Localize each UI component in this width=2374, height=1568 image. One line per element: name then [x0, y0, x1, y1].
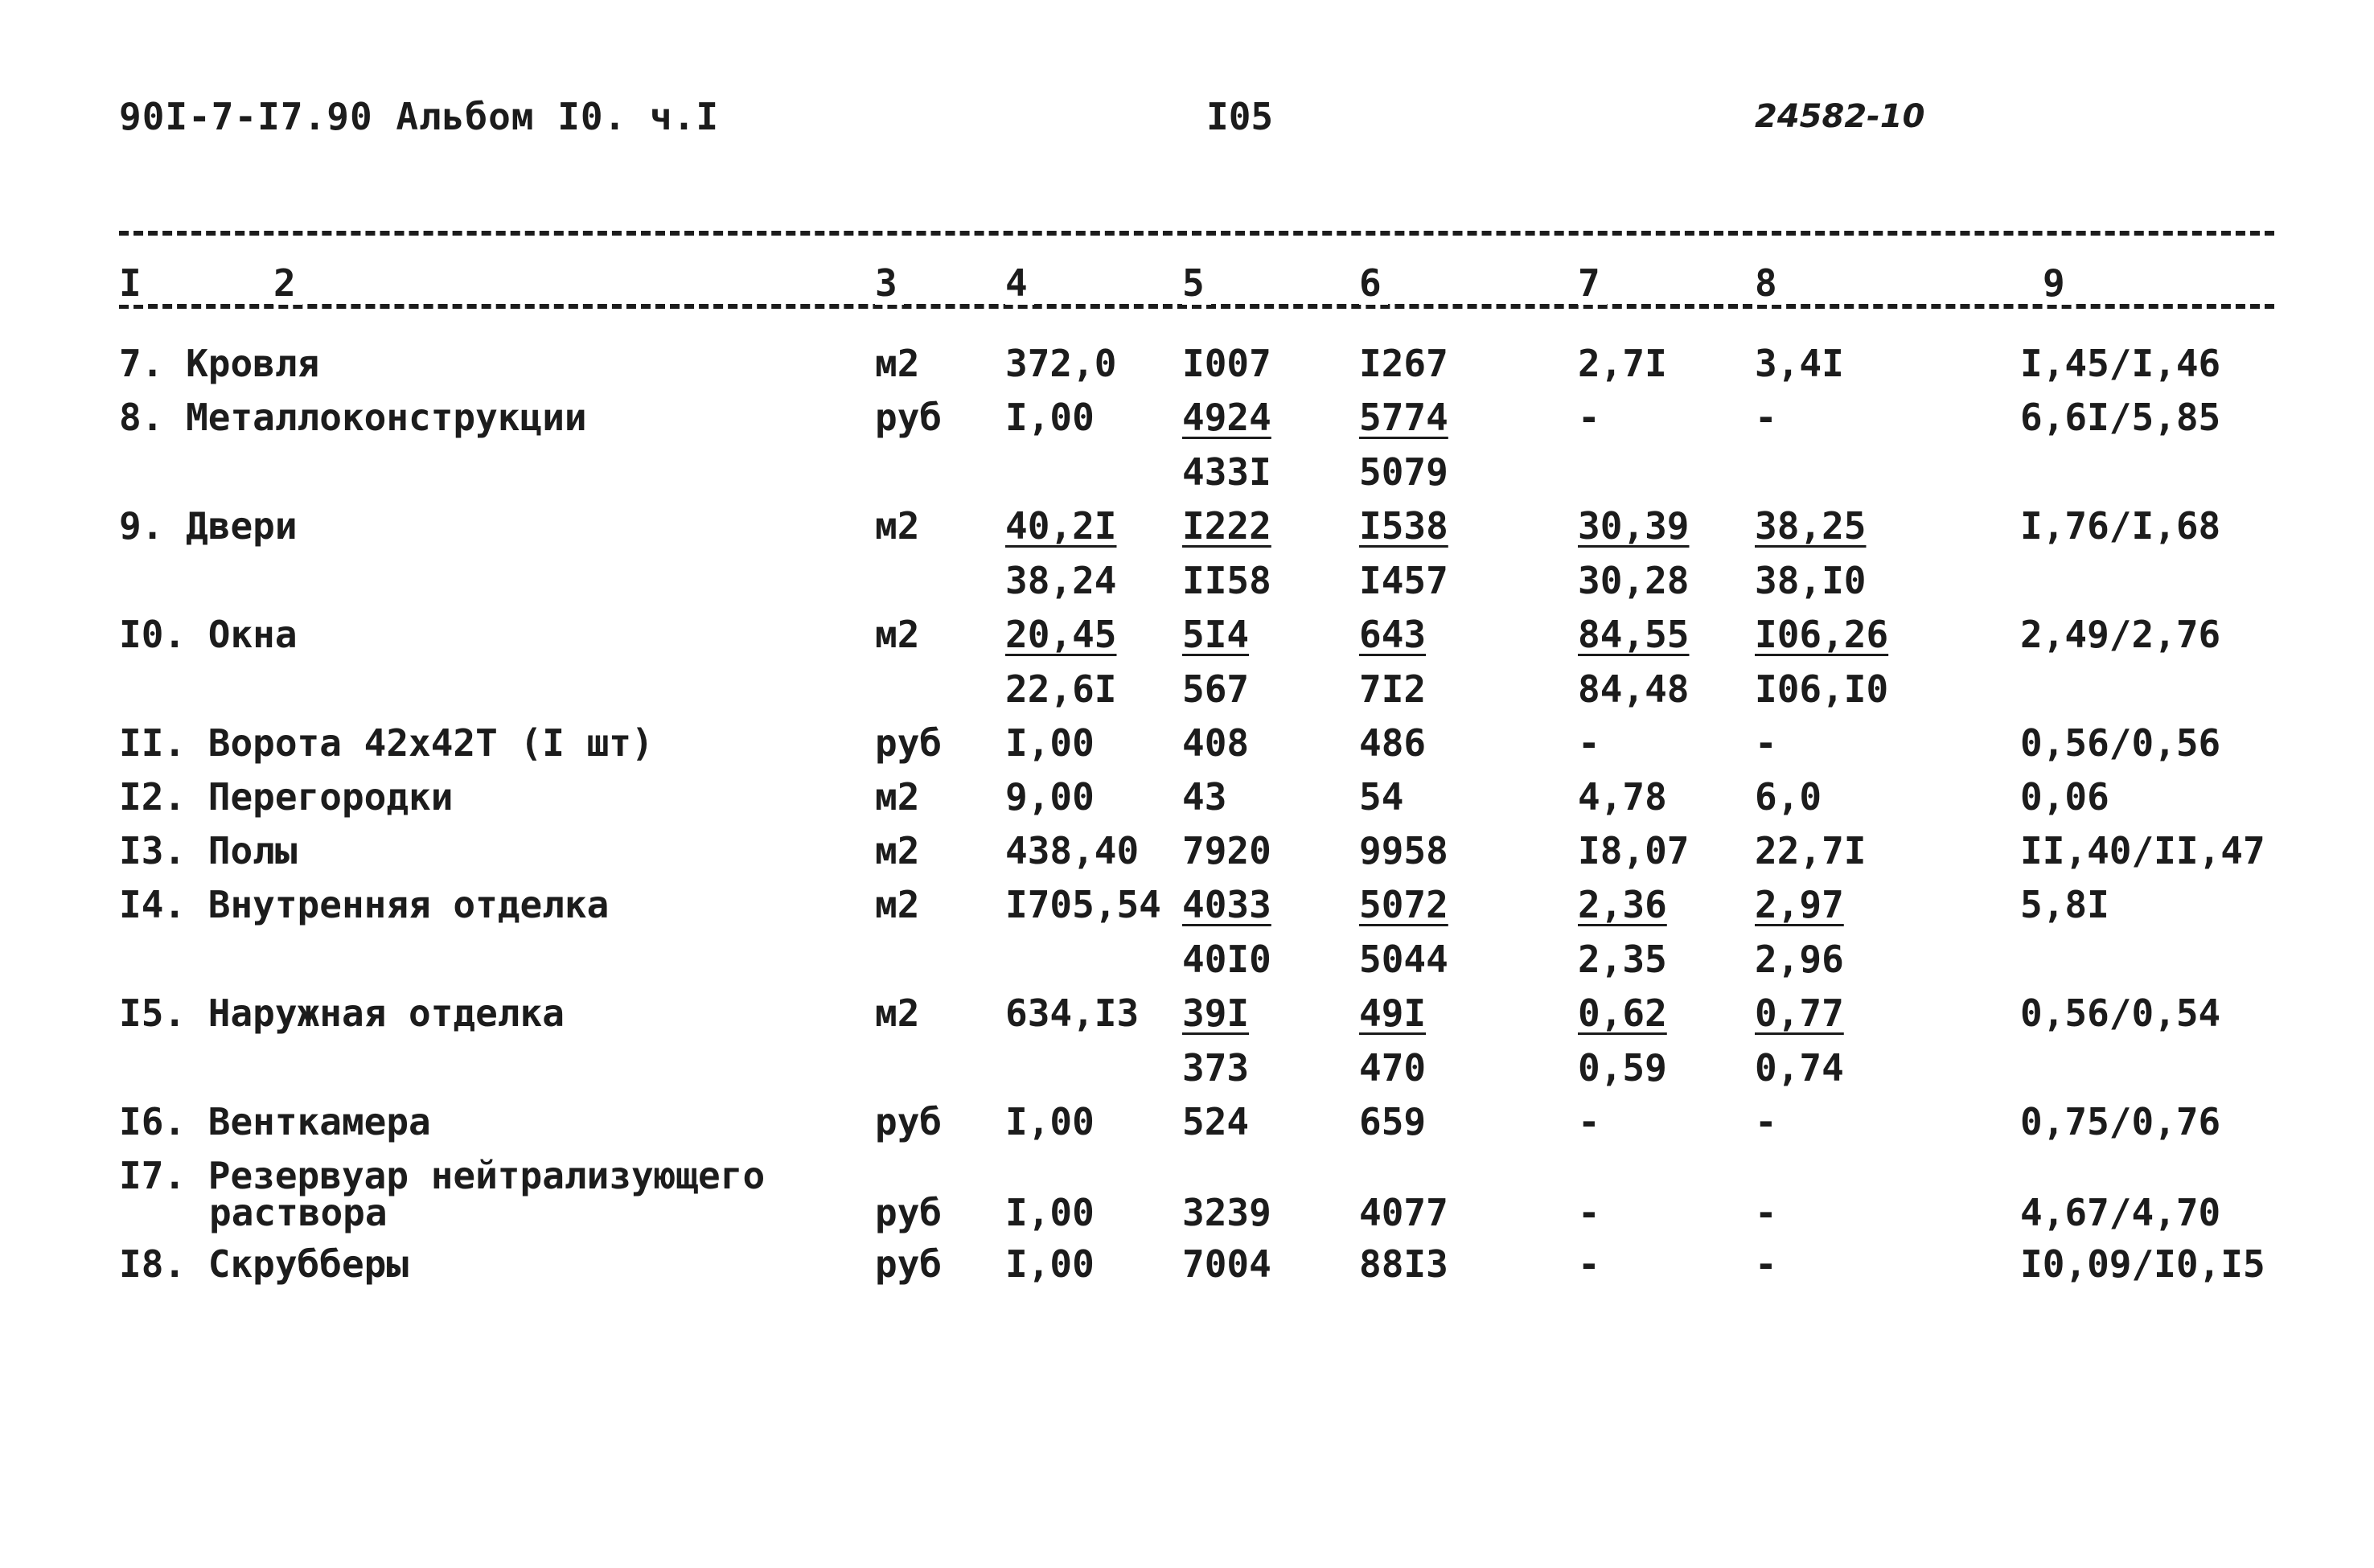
- numerator-value: 2,97: [1755, 883, 1844, 926]
- denominator-value: 2,35: [1578, 938, 1667, 981]
- row-name-text: I7. Резервуар нейтрализующего: [119, 1154, 766, 1197]
- row-name: [119, 390, 587, 445]
- row-name-text: I5. Наружная отделка: [119, 991, 565, 1035]
- value-cell-c7: 2,7I: [1578, 342, 1667, 385]
- fraction-cell-c7: [1578, 499, 1689, 608]
- value-cell-c8: 6,0: [1755, 775, 1822, 819]
- fraction-cell-c8: [1755, 607, 1888, 716]
- unit-cell: м2: [875, 775, 920, 819]
- row-name: [119, 1148, 765, 1240]
- value-cell-c5: 524: [1182, 1100, 1250, 1143]
- value-cell-c4: I,00: [1005, 1242, 1095, 1286]
- value-cell-c8: 3,4I: [1755, 342, 1844, 385]
- denominator-value: 38,24: [1005, 559, 1117, 602]
- denominator-value: 433I: [1182, 450, 1271, 494]
- value-cell-c5: 408: [1182, 721, 1250, 765]
- numerator-value: 0,62: [1578, 991, 1667, 1035]
- value-cell-c8: -: [1755, 1100, 1777, 1143]
- value-cell-c6: 9958: [1359, 829, 1448, 872]
- row-name-text: I8. Скрубберы: [119, 1242, 409, 1286]
- row-name-continuation: раствора: [209, 1191, 388, 1234]
- unit-cell: руб: [875, 1191, 943, 1234]
- value-cell-c4: 438,40: [1005, 829, 1140, 872]
- value-cell-c9: 0,56/0,54: [2020, 991, 2221, 1035]
- column-number-6: 6: [1359, 261, 1388, 305]
- value-cell-c4: 634,I3: [1005, 991, 1140, 1035]
- fraction-cell-c6: [1359, 877, 1448, 987]
- numerator-value: I222: [1182, 504, 1271, 548]
- value-cell-c9: 0,56/0,56: [2020, 721, 2221, 765]
- value-cell-c6: I267: [1359, 342, 1448, 385]
- denominator-value: I06,I0: [1755, 667, 1889, 711]
- denominator-value: 0,74: [1755, 1046, 1844, 1090]
- column-number-9: 9: [2043, 261, 2072, 305]
- fraction-cell-c7: [1578, 607, 1689, 716]
- row-name: [119, 986, 565, 1041]
- fraction-cell-c6: [1359, 607, 1426, 716]
- value-cell-c9: I,45/I,46: [2020, 342, 2221, 385]
- numerator-value: 30,39: [1578, 504, 1690, 548]
- column-number-row: [0, 261, 2374, 310]
- row-name: [119, 1237, 409, 1291]
- row-name: [119, 823, 298, 878]
- fraction-cell-c7: [1578, 986, 1667, 1095]
- numerator-value: 0,77: [1755, 991, 1844, 1035]
- denominator-value: 373: [1182, 1046, 1250, 1090]
- numerator-value: 20,45: [1005, 613, 1117, 656]
- value-cell-c8: -: [1755, 396, 1777, 439]
- numerator-value: 5I4: [1182, 613, 1250, 656]
- value-cell-c6: 54: [1359, 775, 1404, 819]
- value-cell-c5: 7004: [1182, 1242, 1271, 1286]
- value-cell-c4: 9,00: [1005, 775, 1095, 819]
- value-cell-c9: 6,6I/5,85: [2020, 396, 2221, 439]
- value-cell-c6: 486: [1359, 721, 1427, 765]
- denominator-value: I457: [1359, 559, 1448, 602]
- row-name: [119, 1094, 431, 1149]
- denominator-value: 0,59: [1578, 1046, 1667, 1090]
- denominator-value: 7I2: [1359, 667, 1427, 711]
- numerator-value: 4924: [1182, 396, 1271, 439]
- fraction-cell-c8: [1755, 986, 1844, 1095]
- numerator-value: 5774: [1359, 396, 1448, 439]
- denominator-value: 38,I0: [1755, 559, 1867, 602]
- value-cell-c4: I,00: [1005, 396, 1095, 439]
- denominator-value: 2,96: [1755, 938, 1844, 981]
- row-name: [119, 499, 298, 553]
- numerator-value: 84,55: [1578, 613, 1690, 656]
- value-cell-c9: 4,67/4,70: [2020, 1191, 2221, 1234]
- column-number-8: 8: [1755, 261, 1784, 305]
- value-cell-c6: 4077: [1359, 1191, 1448, 1234]
- numerator-value: 40,2I: [1005, 504, 1117, 548]
- column-number-5: 5: [1182, 261, 1211, 305]
- fraction-cell-c5: [1182, 499, 1271, 608]
- numerator-value: 39I: [1182, 991, 1250, 1035]
- denominator-value: 567: [1182, 667, 1250, 711]
- value-cell-c9: I,76/I,68: [2020, 504, 2221, 548]
- unit-cell: руб: [875, 1242, 943, 1286]
- value-cell-c4: I,00: [1005, 1191, 1095, 1234]
- numerator-value: 5072: [1359, 883, 1448, 926]
- value-cell-c9: II,40/II,47: [2020, 829, 2265, 872]
- row-name-text: I6. Венткамера: [119, 1100, 431, 1143]
- document-code: 90I-7-I7.90 Альбом I0. ч.I: [119, 95, 720, 138]
- value-cell-c7: -: [1578, 1242, 1600, 1286]
- row-name: [119, 607, 298, 662]
- row-name-text: II. Ворота 42х42Т (I шт): [119, 721, 654, 765]
- value-cell-c6: 88I3: [1359, 1242, 1448, 1286]
- column-number-7: 7: [1578, 261, 1607, 305]
- row-name-text: 7. Кровля: [119, 342, 320, 385]
- row-name: [119, 336, 319, 391]
- denominator-value: II58: [1182, 559, 1271, 602]
- page-header: [0, 95, 2374, 151]
- value-cell-c6: 659: [1359, 1100, 1427, 1143]
- row-name: [119, 716, 654, 770]
- column-number-3: 3: [875, 261, 904, 305]
- fraction-cell-c4: [1005, 607, 1116, 716]
- table-top-rule: [119, 231, 2274, 236]
- value-cell-c8: 22,7I: [1755, 829, 1867, 872]
- denominator-value: 5044: [1359, 938, 1448, 981]
- unit-cell: м2: [875, 829, 920, 872]
- unit-cell: руб: [875, 1100, 943, 1143]
- denominator-value: 22,6I: [1005, 667, 1117, 711]
- denominator-value: 84,48: [1578, 667, 1690, 711]
- denominator-value: 30,28: [1578, 559, 1690, 602]
- value-cell-c4: 372,0: [1005, 342, 1117, 385]
- fraction-cell-c5: [1182, 607, 1249, 716]
- fraction-cell-c8: [1755, 877, 1844, 987]
- row-name-text: 8. Металлоконструкции: [119, 396, 587, 439]
- row-name-text: I3. Полы: [119, 829, 298, 872]
- value-cell-c4: I,00: [1005, 1100, 1095, 1143]
- row-name-text: I0. Окна: [119, 613, 298, 656]
- value-cell-c8: -: [1755, 1191, 1777, 1234]
- value-cell-c4: I,00: [1005, 721, 1095, 765]
- reference-number: 24582-10: [1755, 98, 1925, 135]
- value-cell-c9: 5,8I: [2020, 883, 2109, 926]
- fraction-cell-c5: [1182, 986, 1249, 1095]
- value-cell-c7: -: [1578, 721, 1600, 765]
- fraction-cell-c5: [1182, 390, 1271, 499]
- value-cell-c8: -: [1755, 721, 1777, 765]
- value-cell-c9: 2,49/2,76: [2020, 613, 2221, 656]
- unit-cell: руб: [875, 721, 943, 765]
- unit-cell: м2: [875, 613, 920, 656]
- fraction-cell-c6: [1359, 499, 1448, 608]
- page-number: I05: [1206, 95, 1274, 138]
- numerator-value: 643: [1359, 613, 1427, 656]
- numerator-value: I538: [1359, 504, 1448, 548]
- row-name-text: I4. Внутренняя отделка: [119, 883, 610, 926]
- value-cell-c7: I8,07: [1578, 829, 1690, 872]
- fraction-cell-c8: [1755, 499, 1866, 608]
- value-cell-c5: 3239: [1182, 1191, 1271, 1234]
- row-name-text: I2. Перегородки: [119, 775, 454, 819]
- value-cell-c5: I007: [1182, 342, 1271, 385]
- denominator-value: 470: [1359, 1046, 1427, 1090]
- value-cell-c9: 0,75/0,76: [2020, 1100, 2221, 1143]
- fraction-cell-c6: [1359, 986, 1426, 1095]
- numerator-value: 2,36: [1578, 883, 1667, 926]
- row-name: [119, 770, 453, 824]
- value-cell-c7: -: [1578, 396, 1600, 439]
- unit-cell: м2: [875, 342, 920, 385]
- column-number-1: I: [119, 261, 148, 305]
- value-cell-c4: I705,54: [1005, 883, 1161, 926]
- column-number-2: 2: [273, 261, 302, 305]
- unit-cell: м2: [875, 991, 920, 1035]
- value-cell-c9: 0,06: [2020, 775, 2109, 819]
- value-cell-c5: 7920: [1182, 829, 1271, 872]
- column-number-4: 4: [1005, 261, 1034, 305]
- row-name-text: 9. Двери: [119, 504, 298, 548]
- value-cell-c9: I0,09/I0,I5: [2020, 1242, 2265, 1286]
- numerator-value: 49I: [1359, 991, 1427, 1035]
- unit-cell: руб: [875, 396, 943, 439]
- row-name: [119, 877, 609, 932]
- denominator-value: 5079: [1359, 450, 1448, 494]
- fraction-cell-c6: [1359, 390, 1448, 499]
- value-cell-c7: -: [1578, 1100, 1600, 1143]
- value-cell-c5: 43: [1182, 775, 1227, 819]
- numerator-value: 4033: [1182, 883, 1271, 926]
- numerator-value: I06,26: [1755, 613, 1889, 656]
- unit-cell: м2: [875, 883, 920, 926]
- fraction-cell-c7: [1578, 877, 1667, 987]
- denominator-value: 40I0: [1182, 938, 1271, 981]
- value-cell-c8: -: [1755, 1242, 1777, 1286]
- unit-cell: м2: [875, 504, 920, 548]
- value-cell-c7: -: [1578, 1191, 1600, 1234]
- numerator-value: 38,25: [1755, 504, 1867, 548]
- fraction-cell-c4: [1005, 499, 1116, 608]
- fraction-cell-c5: [1182, 877, 1271, 987]
- value-cell-c7: 4,78: [1578, 775, 1667, 819]
